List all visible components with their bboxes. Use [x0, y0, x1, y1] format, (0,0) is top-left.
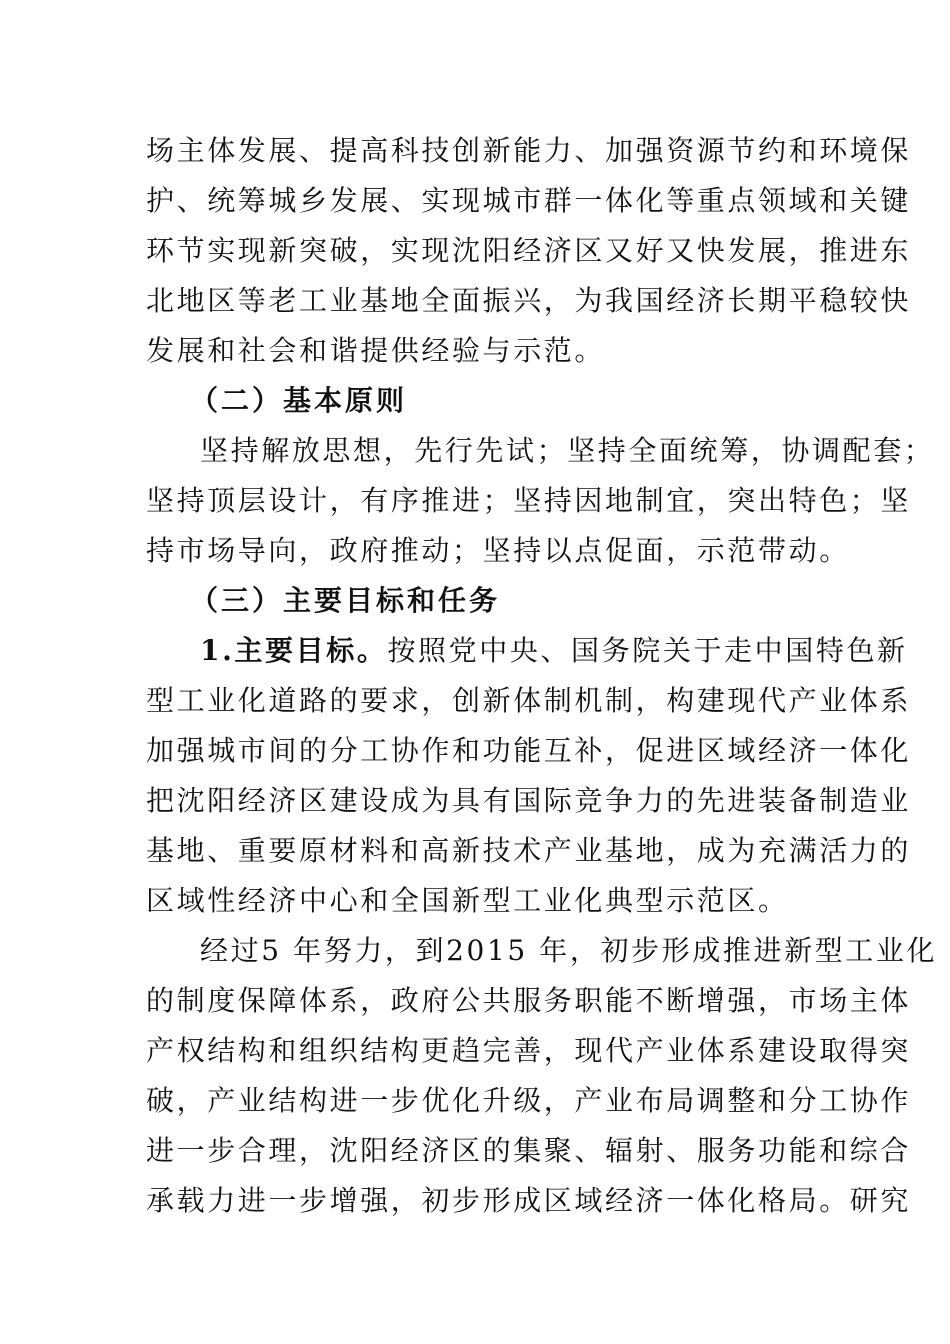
goal-text: 按照党中央、国务院关于走中国特色新	[387, 634, 908, 667]
paragraph-line: 的制度保障体系，政府公共服务职能不断增强，市场主体	[146, 984, 912, 1017]
paragraph-line: 坚持顶层设计，有序推进；坚持因地制宜，突出特色；坚	[146, 484, 912, 517]
paragraph-line: 经过5 年努力，到2015 年，初步形成推进新型工业化	[200, 934, 938, 967]
paragraph-line: 型工业化道路的要求，创新体制机制，构建现代产业体系	[146, 684, 912, 717]
paragraph-line: 发展和社会和谐提供经验与示范。	[146, 334, 606, 367]
paragraph-line: 产权结构和组织结构更趋完善，现代产业体系建设取得突	[146, 1034, 912, 1067]
section-heading: （三）主要目标和任务	[190, 584, 501, 617]
section-heading: （二）基本原则	[190, 384, 408, 417]
paragraph-line: 护、统筹城乡发展、实现城市群一体化等重点领域和关键	[146, 184, 912, 217]
paragraph-line: 进一步合理，沈阳经济区的集聚、辐射、服务功能和综合	[146, 1134, 912, 1167]
goal-first-line	[200, 633, 908, 669]
paragraph-line: 把沈阳经济区建设成为具有国际竞争力的先进装备制造业	[146, 784, 912, 817]
paragraph-line: 环节实现新突破，实现沈阳经济区又好又快发展，推进东	[146, 234, 912, 267]
paragraph-line: 北地区等老工业基地全面振兴，为我国经济长期平稳较快	[146, 284, 912, 317]
paragraph-line: 承载力进一步增强，初步形成区域经济一体化格局。研究	[146, 1184, 912, 1217]
paragraph-line: 持市场导向，政府推动；坚持以点促面，示范带动。	[146, 534, 850, 567]
paragraph-line: 场主体发展、提高科技创新能力、加强资源节约和环境保	[146, 134, 912, 167]
paragraph-line: 区域性经济中心和全国新型工业化典型示范区。	[146, 884, 789, 917]
paragraph-line: 坚持解放思想，先行先试；坚持全面统筹，协调配套；	[200, 434, 935, 467]
paragraph-line: 破，产业结构进一步优化升级，产业布局调整和分工协作	[146, 1084, 912, 1117]
paragraph-line: 基地、重要原材料和高新技术产业基地，成为充满活力的	[146, 834, 912, 867]
goal-label: 1.主要目标。	[200, 634, 388, 667]
paragraph-line: 加强城市间的分工协作和功能互补，促进区域经济一体化	[146, 734, 912, 767]
